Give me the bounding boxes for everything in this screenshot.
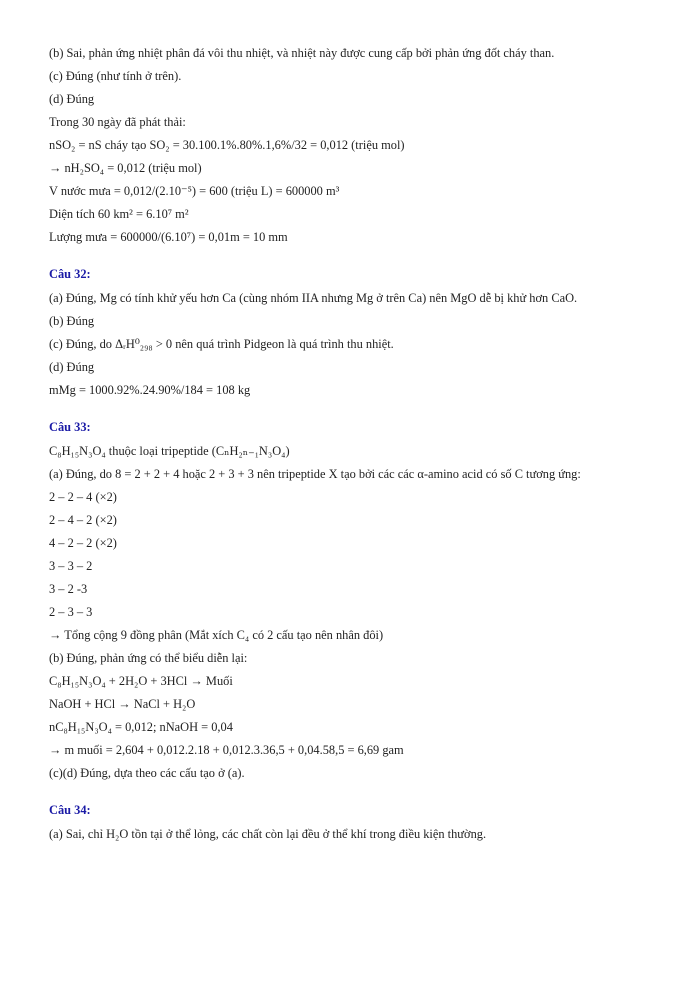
intro-line: Trong 30 ngày đã phát thải: (49, 115, 186, 129)
question-32 (49, 267, 649, 398)
equation-line: NaOH + HCl → NaCl + H₂O (49, 697, 196, 711)
intro-line: nSO₂ = nS cháy tạo SO₂ = 30.100.1%.80%.1,6%/32 = 0,012 (triệu mol) (49, 138, 405, 152)
isomer-line: 2 – 4 – 2 (×2) (49, 513, 117, 527)
intro-section (49, 46, 649, 245)
intro-line: Lượng mưa = 600000/(6.10⁷) = 0,01m = 10 mm (49, 230, 288, 244)
intro-line: → nH₂SO₄ = 0,012 (triệu mol) (49, 161, 202, 175)
answer-line: (c) Đúng, do ΔᵣH⁰₂₉₈ > 0 nên quá trình Pidgeon là quá trình thu nhiệt. (49, 337, 394, 351)
answer-line: → Tổng cộng 9 đồng phân (Mắt xích C₄ có 2 cấu tạo nên nhân đôi) (49, 628, 384, 642)
question-33 (49, 420, 649, 781)
answer-line: mMg = 1000.92%.24.90%/184 = 108 kg (49, 383, 251, 397)
intro-line: (d) Đúng (49, 92, 95, 106)
answer-line: (b) Đúng (49, 314, 95, 328)
isomer-line: 4 – 2 – 2 (×2) (49, 536, 117, 550)
answer-line: (a) Đúng, Mg có tính khử yếu hơn Ca (cùng nhóm IIA nhưng Mg ở trên Ca) nên MgO dễ bị khử hơn CaO. (49, 291, 578, 305)
equation-line: C₈H₁₅N₃O₄ + 2H₂O + 3HCl → Muối (49, 674, 233, 688)
answer-line: (a) Đúng, do 8 = 2 + 2 + 4 hoặc 2 + 3 + 3 nên tripeptide X tạo bởi các các α-amino acid có số C tương ứng: (49, 467, 581, 481)
isomer-line: 3 – 3 – 2 (49, 559, 93, 573)
answer-line: (d) Đúng (49, 360, 95, 374)
question-32-heading: Câu 32: (49, 267, 91, 281)
question-33-heading: Câu 33: (49, 420, 91, 434)
intro-line: (b) Sai, phản ứng nhiệt phân đá vôi thu nhiệt, và nhiệt này được cung cấp bởi phản ứng đốt cháy than. (49, 46, 555, 60)
isomer-line: 3 – 2 -3 (49, 582, 88, 596)
intro-line: V nước mưa = 0,012/(2.10⁻⁵) = 600 (triệu L) = 600000 m³ (49, 184, 340, 198)
isomer-line: 2 – 2 – 4 (×2) (49, 490, 117, 504)
isomer-line: 2 – 3 – 3 (49, 605, 93, 619)
answer-line: (c)(d) Đúng, dựa theo các cấu tạo ở (a). (49, 766, 245, 780)
question-34 (49, 803, 649, 842)
answer-line: (b) Đúng, phản ứng có thể biểu diễn lại: (49, 651, 248, 665)
intro-line: Diện tích 60 km² = 6.10⁷ m² (49, 207, 189, 221)
document-page (49, 46, 649, 850)
question-34-heading: Câu 34: (49, 803, 91, 817)
intro-line: (c) Đúng (như tính ở trên). (49, 69, 182, 83)
answer-line: C₈H₁₅N₃O₄ thuộc loại tripeptide (CₙH₂ₙ₋₁N₃O₄) (49, 444, 290, 458)
answer-line: nC₈H₁₅N₃O₄ = 0,012; nNaOH = 0,04 (49, 720, 233, 734)
answer-line: → m muối = 2,604 + 0,012.2.18 + 0,012.3.36,5 + 0,04.58,5 = 6,69 gam (49, 743, 404, 757)
answer-line: (a) Sai, chỉ H₂O tồn tại ở thể lỏng, các chất còn lại đều ở thể khí trong điều kiện thường. (49, 827, 487, 841)
